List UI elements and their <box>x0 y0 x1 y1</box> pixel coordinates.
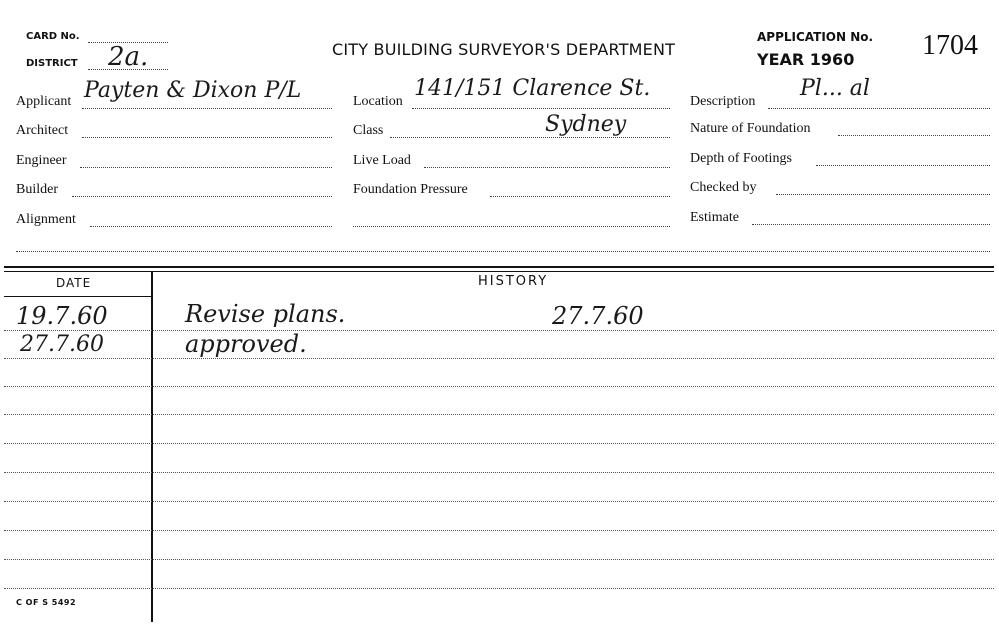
engineer-line <box>80 167 332 168</box>
history-line-1 <box>4 330 994 331</box>
class-label: Class <box>353 123 384 138</box>
class-line <box>390 137 670 138</box>
history-line-8 <box>4 530 994 531</box>
history-line-3 <box>4 386 994 387</box>
builder-label: Builder <box>16 182 58 197</box>
history-column-header: HISTORY <box>478 274 549 289</box>
estimate-line <box>752 224 990 225</box>
applicant-value: Payten & Dixon P/L <box>84 78 302 103</box>
checked-by-line <box>776 194 990 195</box>
applicant-line <box>82 108 332 109</box>
description-line <box>768 108 990 109</box>
history-line-6 <box>4 472 994 473</box>
history-line-7 <box>4 501 994 502</box>
class-value: Sydney <box>545 112 627 137</box>
live-load-label: Live Load <box>353 153 411 168</box>
alignment-label: Alignment <box>16 212 76 227</box>
estimate-label: Estimate <box>690 210 739 225</box>
history-line-2 <box>4 358 994 359</box>
checked-by-label: Checked by <box>690 180 757 195</box>
date-history-divider <box>151 272 153 622</box>
depth-of-footings-label: Depth of Footings <box>690 151 792 166</box>
application-number: 1704 <box>922 30 978 61</box>
alignment-line <box>90 226 332 227</box>
nature-of-foundation-line <box>838 135 990 136</box>
history-entry-2-text: approved. <box>185 330 307 358</box>
history-line-4 <box>4 414 994 415</box>
foundation-pressure-label: Foundation Pressure <box>353 182 468 197</box>
architect-line <box>82 137 332 138</box>
architect-label: Architect <box>16 123 69 138</box>
description-label: Description <box>690 94 756 109</box>
location-value: 141/151 Clarence St. <box>414 76 651 101</box>
history-entry-1-date: 19.7.60 <box>16 302 108 330</box>
history-entry-1-text: Revise plans. <box>185 300 346 328</box>
engineer-label: Engineer <box>16 153 67 168</box>
location-label: Location <box>353 94 403 109</box>
section-divider-bottom <box>4 271 994 272</box>
district-label: DISTRICT <box>26 58 78 69</box>
description-value: Pl... al <box>800 76 870 101</box>
foundation-pressure-line <box>490 196 670 197</box>
applicant-label: Applicant <box>16 94 72 109</box>
form-code: C OF S 5492 <box>16 598 77 607</box>
location-line <box>412 108 670 109</box>
date-column-header: DATE <box>56 276 92 290</box>
section-divider-top <box>4 266 994 268</box>
depth-of-footings-line <box>816 165 990 166</box>
fields-bottom-line <box>16 251 990 252</box>
history-line-5 <box>4 443 994 444</box>
history-line-10 <box>4 588 994 589</box>
year-label: YEAR 1960 <box>757 50 855 69</box>
history-entry-1-note: 27.7.60 <box>552 302 644 330</box>
live-load-line <box>424 167 670 168</box>
nature-of-foundation-label: Nature of Foundation <box>690 121 811 136</box>
header-underline <box>4 296 152 297</box>
department-title: CITY BUILDING SURVEYOR'S DEPARTMENT <box>332 40 676 59</box>
history-entry-2-date: 27.7.60 <box>20 332 104 357</box>
card-no-label: CARD No. <box>26 31 80 42</box>
application-label: APPLICATION No. <box>757 30 874 44</box>
district-value: 2a. <box>108 42 149 72</box>
col2-blank-line <box>353 226 670 227</box>
builder-line <box>72 196 332 197</box>
history-line-9 <box>4 559 994 560</box>
